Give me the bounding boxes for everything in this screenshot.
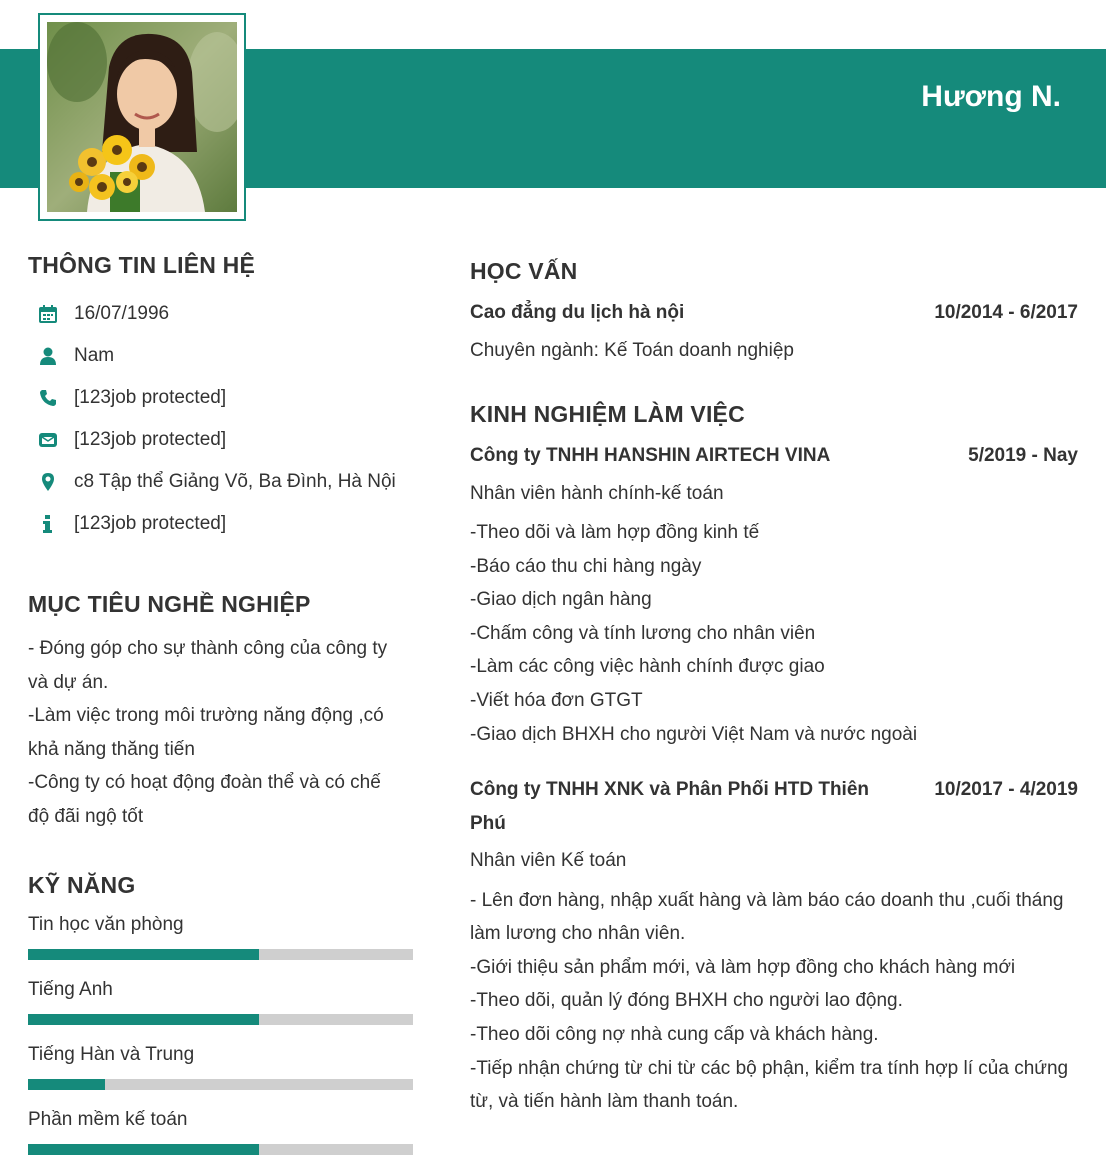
- job-date: 5/2019 - Nay: [968, 445, 1078, 466]
- skill-label: Tiếng Anh: [28, 978, 113, 1000]
- right-column: [470, 258, 1078, 1119]
- skill-bar-fill: [28, 1014, 259, 1025]
- job-duty: -Tiếp nhận chứng từ chi từ các bộ phận, kiểm tra tính hợp lí của chứng: [470, 1057, 1069, 1079]
- job-duties: [470, 516, 1078, 751]
- contact-email: [28, 419, 418, 461]
- info-icon: [38, 514, 76, 534]
- job-company: Công ty TNHH XNK và Phân Phối HTD Thiên Phú: [470, 779, 870, 834]
- objective-line: khả năng thăng tiến: [28, 738, 195, 760]
- job-item: [470, 439, 1078, 751]
- skill-label: Phần mềm kế toán: [28, 1108, 188, 1130]
- skill-bar-fill: [28, 1144, 259, 1155]
- job-date: 10/2017 - 4/2019: [934, 779, 1078, 801]
- profile-photo-image: [47, 22, 237, 212]
- education-title: HỌC VẤN: [470, 258, 578, 284]
- envelope-icon: [38, 430, 76, 450]
- contact-phone: [28, 377, 418, 419]
- contact-text: [123job protected]: [74, 513, 227, 534]
- skills-title: KỸ NĂNG: [28, 871, 136, 898]
- skill-bar: [28, 949, 413, 960]
- job-duty: từ, và tiến hành làm thanh toán.: [470, 1091, 739, 1113]
- objective-line: -Làm việc trong môi trường năng động ,có: [28, 705, 384, 727]
- skill-label: Tin học văn phòng: [28, 913, 184, 935]
- skills-list: [28, 911, 418, 1155]
- education-major: Chuyên ngành: Kế Toán doanh nghiệp: [470, 339, 794, 361]
- objective-line: - Đóng góp cho sự thành công của công ty: [28, 638, 388, 659]
- job-duty: - Lên đơn hàng, nhập xuất hàng và làm báo cáo doanh thu ,cuối tháng: [470, 889, 1064, 911]
- job-duty: -Theo dõi công nợ nhà cung cấp và khách hàng.: [470, 1024, 879, 1046]
- contact-gender: [28, 335, 418, 377]
- education-header: [470, 296, 1078, 330]
- job-duty: -Giới thiệu sản phẩm mới, và làm hợp đồng cho khách hàng mới: [470, 956, 1016, 978]
- skill-item: [28, 1106, 418, 1155]
- job-header: [470, 773, 1078, 840]
- job-position: Nhân viên Kế toán: [470, 850, 627, 872]
- job-duty: -Giao dịch BHXH cho người Việt Nam và nước ngoài: [470, 723, 918, 745]
- skill-label: Tiếng Hàn và Trung: [28, 1043, 195, 1065]
- contact-address: [28, 461, 418, 503]
- job-duty: -Theo dõi, quản lý đóng BHXH cho người lao động.: [470, 990, 903, 1012]
- contact-text: [123job protected]: [74, 387, 227, 408]
- job-duty: -Báo cáo thu chi hàng ngày: [470, 555, 702, 577]
- profile-photo: [38, 13, 246, 221]
- contact-text: c8 Tập thể Giảng Võ, Ba Đình, Hà Nội: [74, 471, 396, 492]
- candidate-name: Hương N.: [921, 80, 1061, 113]
- education-date: 10/2014 - 6/2017: [934, 302, 1078, 323]
- contact-other: [28, 503, 418, 545]
- job-duty: -Chấm công và tính lương cho nhân viên: [470, 622, 816, 644]
- objective-line: và dự án.: [28, 671, 109, 693]
- contact-title: THÔNG TIN LIÊN HỆ: [28, 252, 256, 278]
- job-duty: -Giao dịch ngân hàng: [470, 589, 652, 611]
- objective-line: -Công ty có hoạt động đoàn thể và có chế: [28, 772, 381, 794]
- user-icon: [38, 346, 76, 366]
- contact-text: 16/07/1996: [74, 303, 170, 324]
- skill-bar: [28, 1079, 413, 1090]
- contact-birthday: [28, 293, 418, 335]
- job-header: [470, 439, 1078, 473]
- objective-line: độ đãi ngộ tốt: [28, 805, 144, 827]
- job-duty: làm lương cho nhân viên.: [470, 923, 686, 945]
- skill-item: [28, 976, 418, 1025]
- objective-text: [28, 632, 418, 834]
- job-position: Nhân viên hành chính-kế toán: [470, 482, 724, 504]
- job-company: Công ty TNHH HANSHIN AIRTECH VINA: [470, 445, 831, 466]
- skill-item: [28, 1041, 418, 1090]
- left-column: [28, 252, 418, 1171]
- job-duties: [470, 884, 1078, 1119]
- education-school: Cao đẳng du lịch hà nội: [470, 302, 685, 323]
- job-item: [470, 773, 1078, 1119]
- job-duty: -Viết hóa đơn GTGT: [470, 689, 643, 711]
- contact-text: Nam: [74, 345, 115, 366]
- job-duty: -Làm các công việc hành chính được giao: [470, 656, 825, 678]
- map-marker-icon: [38, 472, 76, 492]
- skill-bar-fill: [28, 949, 259, 960]
- phone-icon: [38, 388, 76, 408]
- objective-title: MỤC TIÊU NGHỀ NGHIỆP: [28, 591, 311, 617]
- contact-text: [123job protected]: [74, 429, 227, 450]
- skill-bar: [28, 1014, 413, 1025]
- contact-list: [28, 293, 418, 545]
- experience-title: KINH NGHIỆM LÀM VIỆC: [470, 401, 745, 427]
- skill-bar: [28, 1144, 413, 1155]
- skill-bar-fill: [28, 1079, 105, 1090]
- job-duty: -Theo dõi và làm hợp đồng kinh tế: [470, 522, 760, 543]
- calendar-icon: [38, 304, 76, 324]
- skill-item: [28, 911, 418, 960]
